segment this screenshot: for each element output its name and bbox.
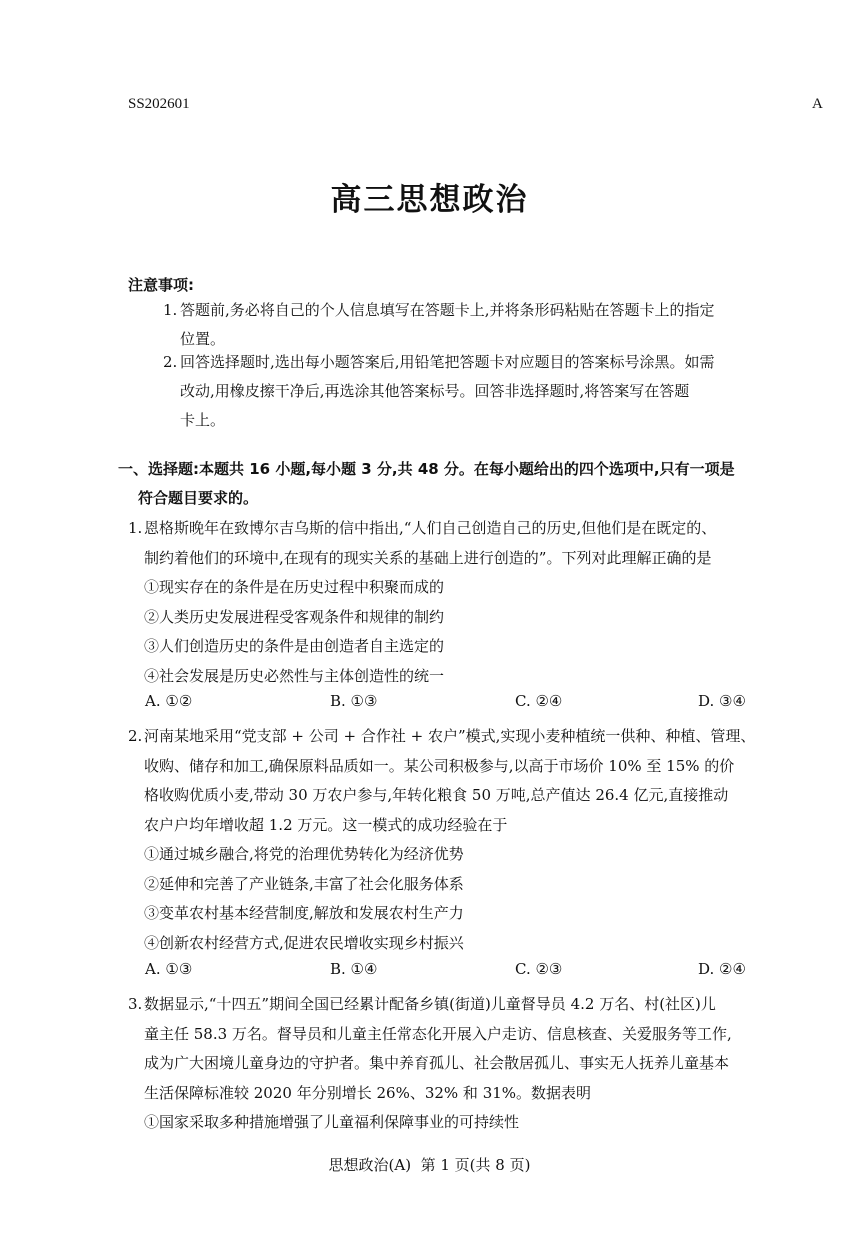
note-line: 卡上。 [180, 411, 226, 429]
statement-option: ①现实存在的条件是在历史过程中积聚而成的 [144, 578, 445, 596]
question-stem-line: 农户户均年增收超 1.2 万元。这一模式的成功经验在于 [144, 815, 508, 834]
note-item [163, 296, 840, 354]
section-heading [118, 455, 838, 513]
answer-choice-d: D. ③④ [698, 692, 746, 710]
question-stem-line: 成为广大困境儿童身边的守护者。集中养育孤儿、社会散居孤儿、事实无人抚养儿童基本 [144, 1054, 730, 1072]
question-stem-line: 收购、储存和加工,确保原料品质如一。某公司积极参与,以高于市场价 10% 至 15% 的价 [144, 756, 735, 775]
statement-option: ②人类历史发展进程受客观条件和规律的制约 [144, 607, 445, 626]
section-line: 一、选择题:本题共 16 小题,每小题 3 分,共 48 分。在每小题给出的四个选项中,只有一项是 [118, 460, 735, 478]
statement-option: ①国家采取多种措施增强了儿童福利保障事业的可持续性 [144, 1113, 520, 1131]
answer-choice-c: C. ②④ [515, 692, 563, 710]
statement-option: ②延伸和完善了产业链条,丰富了社会化服务体系 [144, 874, 464, 893]
question-stem-line: 童主任 58.3 万名。督导员和儿童主任常态化开展入户走访、信息核查、关爱服务等工作, [144, 1024, 732, 1043]
page-title: 高三思想政治 [330, 182, 529, 218]
answer-choice-a: A. ①② [145, 692, 193, 710]
question-number: 3. [128, 995, 143, 1013]
answer-choice-c: C. ②③ [515, 960, 563, 978]
question-number: 2. [128, 727, 143, 745]
statement-option: ④社会发展是历史必然性与主体创造性的统一 [144, 666, 445, 685]
question-stem-line: 数据显示,“十四五”期间全国已经累计配备乡镇(街道)儿童督导员 4.2 万名、村(社区)儿 [144, 995, 716, 1013]
question-stem-line: 河南某地采用“党支部 + 公司 + 合作社 + 农户”模式,实现小麦种植统一供种、种植、管理、 [144, 727, 756, 745]
statement-option: ①通过城乡融合,将党的治理优势转化为经济优势 [144, 845, 464, 863]
question-stem-line: 制约着他们的环境中,在现有的现实关系的基础上进行创造的”。下列对此理解正确的是 [144, 548, 712, 567]
question [128, 990, 834, 1138]
notes-heading: 注意事项: [128, 276, 194, 294]
note-number: 2. [163, 353, 178, 371]
section-line: 符合题目要求的。 [138, 489, 259, 507]
answer-choice-a: A. ①③ [145, 960, 193, 978]
note-line: 答题前,务必将自己的个人信息填写在答题卡上,并将条形码粘贴在答题卡上的指定 [180, 301, 715, 319]
answer-choice-b: B. ①③ [330, 692, 378, 710]
note-item [163, 348, 840, 435]
statement-option: ③人们创造历史的条件是由创造者自主选定的 [144, 637, 445, 655]
statement-option: ③变革农村基本经营制度,解放和发展农村生产力 [144, 904, 464, 922]
statement-option: ④创新农村经营方式,促进农民增收实现乡村振兴 [144, 933, 464, 952]
question-stem-line: 格收购优质小麦,带动 30 万农户参与,年转化粮食 50 万吨,总产值达 26.4 亿元,直接推动 [144, 786, 729, 804]
note-line: 改动,用橡皮擦干净后,再选涂其他答案标号。回答非选择题时,将答案写在答题 [180, 382, 690, 400]
question-number: 1. [128, 519, 143, 537]
exam-code: SS202601 [128, 96, 190, 112]
paper-version: A [812, 96, 823, 112]
question-stem-line: 恩格斯晚年在致博尔吉乌斯的信中指出,“人们自己创造自己的历史,但他们是在既定的、 [144, 519, 717, 537]
page-footer: 思想政治(A) 第 1 页(共 8 页) [328, 1156, 531, 1174]
note-number: 1. [163, 301, 178, 319]
note-line: 回答选择题时,选出每小题答案后,用铅笔把答题卡对应题目的答案标号涂黑。如需 [180, 353, 715, 371]
note-line: 位置。 [180, 330, 226, 348]
question [128, 722, 834, 958]
answer-choice-d: D. ②④ [698, 960, 746, 978]
question [128, 514, 834, 691]
question-stem-line: 生活保障标准较 2020 年分别增长 26%、32% 和 31%。数据表明 [144, 1083, 592, 1102]
answer-choice-b: B. ①④ [330, 960, 378, 978]
